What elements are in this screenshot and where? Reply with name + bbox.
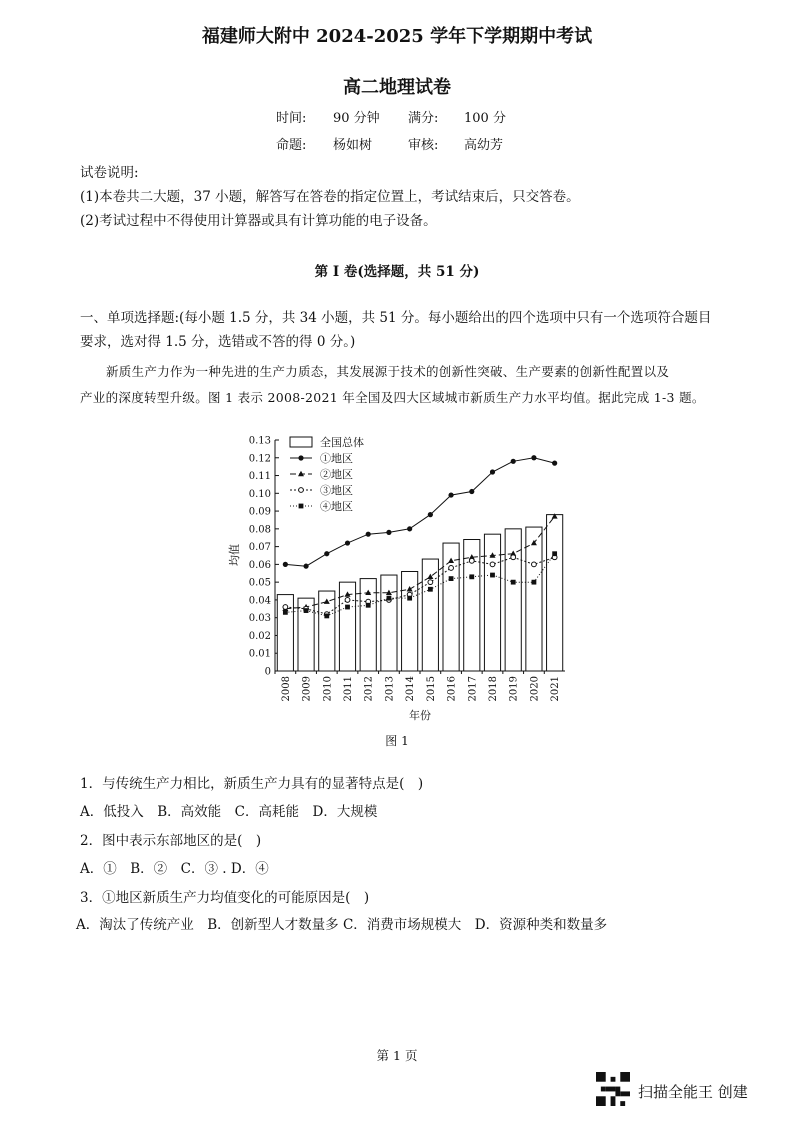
question-3-stem: 3．①地区新质生产力均值变化的可能原因是( ) xyxy=(80,890,370,906)
legend-marker xyxy=(298,455,303,460)
y-tick-label: 0.07 xyxy=(248,542,271,554)
passage-line: 产业的深度转型升级。图 1 表示 2008-2021 年全国及四大区域城市新质生产力水平均值。据此完成 1-3 题。 xyxy=(80,390,705,405)
legend-label: ①地区 xyxy=(320,452,353,465)
question-2-options: A．① B．② C．③ . D．④ xyxy=(80,861,269,877)
legend-label: ②地区 xyxy=(320,468,353,481)
series-3-point-2020 xyxy=(532,562,537,567)
time-value: 90 分钟 xyxy=(333,111,380,126)
series-4-point-2008 xyxy=(283,610,288,615)
series-3-point-2018 xyxy=(490,562,495,567)
series-4-point-2018 xyxy=(490,573,495,578)
author-value: 杨如树 xyxy=(333,138,373,153)
series-4-point-2015 xyxy=(428,587,433,592)
instructions-heading: 试卷说明: xyxy=(80,165,139,181)
x-tick-label: 2015 xyxy=(425,676,437,702)
legend-label: ④地区 xyxy=(320,500,353,513)
section-instruction: 一、单项选择题:(每小题 1.5 分，共 34 小题，共 51 分。每小题给出的四个选项中只有一个选项符合题目 xyxy=(80,310,712,326)
qr-code-icon xyxy=(596,1072,630,1106)
series-1-point-2010 xyxy=(324,551,329,556)
series-1-point-2014 xyxy=(407,526,412,531)
series-4-point-2011 xyxy=(345,605,350,610)
question-2-stem: 2．图中表示东部地区的是( ) xyxy=(80,833,262,849)
bar-2020 xyxy=(526,527,542,671)
x-tick-label: 2011 xyxy=(343,676,354,702)
x-tick-label: 2017 xyxy=(467,676,479,702)
bar-2021 xyxy=(547,515,563,671)
legend-label: 全国总体 xyxy=(320,436,364,449)
score-value: 100 分 xyxy=(464,111,506,126)
y-tick-label: 0.05 xyxy=(248,577,271,589)
series-1-point-2015 xyxy=(428,512,433,517)
y-tick-label: 0.03 xyxy=(248,613,271,625)
reviewer-label: 审核: xyxy=(408,138,439,153)
x-tick-label: 2021 xyxy=(550,676,562,702)
bar-2013 xyxy=(381,575,397,671)
instruction-item: (2)考试过程中不得使用计算器或具有计算功能的电子设备。 xyxy=(80,213,437,229)
page-number: 第 1 页 xyxy=(376,1048,418,1063)
series-1-point-2008 xyxy=(283,562,288,567)
series-4-point-2013 xyxy=(387,596,392,601)
section-instruction-cont: 要求，选对得 1.5 分，选错或不答的得 0 分。) xyxy=(80,334,356,350)
scanner-watermark: 扫描全能王 创建 xyxy=(638,1083,748,1101)
time-label: 时间: xyxy=(276,111,307,126)
y-tick-label: 0.13 xyxy=(248,435,271,447)
x-tick-label: 2016 xyxy=(446,676,458,702)
reviewer-value: 高幼芳 xyxy=(464,138,504,153)
y-tick-label: 0.04 xyxy=(248,595,271,607)
series-3-point-2017 xyxy=(469,558,474,563)
x-tick-label: 2008 xyxy=(280,676,292,702)
series-3-point-2019 xyxy=(511,555,516,560)
series-4-point-2010 xyxy=(324,614,329,619)
y-tick-label: 0.08 xyxy=(248,524,271,536)
x-tick-label: 2013 xyxy=(384,676,396,702)
y-tick-label: 0 xyxy=(264,666,271,678)
series-4-point-2021 xyxy=(552,551,557,556)
x-tick-label: 2014 xyxy=(405,676,417,702)
series-1-point-2018 xyxy=(490,469,495,474)
y-tick-label: 0.09 xyxy=(248,506,271,518)
y-tick-label: 0.11 xyxy=(248,471,271,483)
series-1-point-2019 xyxy=(511,459,516,464)
x-tick-label: 2019 xyxy=(508,676,520,702)
series-3-point-2016 xyxy=(449,566,454,571)
legend-label: ③地区 xyxy=(320,484,353,497)
legend-marker xyxy=(299,488,304,493)
exam-subtitle: 高二地理试卷 xyxy=(343,77,451,98)
x-tick-label: 2010 xyxy=(322,676,334,702)
series-1-point-2021 xyxy=(552,461,557,466)
y-tick-label: 0.06 xyxy=(248,559,271,571)
x-tick-label: 2012 xyxy=(363,676,375,702)
series-4-point-2012 xyxy=(366,603,371,608)
x-axis-label: 年份 xyxy=(409,709,431,722)
series-1-point-2013 xyxy=(386,530,391,535)
legend-bar-swatch xyxy=(290,437,312,447)
question-1-options: A．低投入 B．高效能 C．高耗能 D．大规模 xyxy=(80,804,378,820)
exam-title: 福建师大附中 2024-2025 学年下学期期中考试 xyxy=(201,26,593,47)
figure-caption: 图 1 xyxy=(385,734,409,748)
question-1-stem: 1．与传统生产力相比，新质生产力具有的显著特点是( ) xyxy=(80,776,424,792)
x-tick-label: 2009 xyxy=(301,676,313,702)
y-axis-label: 均值 xyxy=(228,544,241,566)
author-label: 命题: xyxy=(276,138,307,153)
score-label: 满分: xyxy=(408,111,439,126)
series-1-point-2009 xyxy=(303,564,308,569)
series-3-point-2015 xyxy=(428,580,433,585)
y-tick-label: 0.12 xyxy=(248,453,271,465)
instruction-item: (1)本卷共二大题，37 小题，解答写在答卷的指定位置上，考试结束后，只交答卷。 xyxy=(80,189,580,205)
series-4-point-2020 xyxy=(532,580,537,585)
figure-1-chart xyxy=(220,430,580,730)
series-1-point-2017 xyxy=(469,489,474,494)
series-1-point-2012 xyxy=(366,532,371,537)
passage-line: 新质生产力作为一种先进的生产力质态，其发展源于技术的创新性突破、生产要素的创新性配置以及 xyxy=(106,364,670,379)
bar-2019 xyxy=(505,529,521,671)
y-tick-label: 0.01 xyxy=(248,648,271,660)
series-4-point-2016 xyxy=(449,576,454,581)
series-4-point-2009 xyxy=(304,608,309,613)
y-tick-label: 0.02 xyxy=(248,630,271,642)
series-4-point-2014 xyxy=(407,596,412,601)
series-1-point-2016 xyxy=(448,492,453,497)
x-tick-label: 2018 xyxy=(488,676,499,702)
series-4-point-2017 xyxy=(469,574,474,579)
question-3-options: A．淘汰了传统产业 B．创新型人才数量多 C．消费市场规模大 D．资源种类和数量多 xyxy=(76,917,608,933)
section-title: 第 I 卷(选择题，共 51 分) xyxy=(314,264,480,280)
series-1-point-2011 xyxy=(345,540,350,545)
series-3-point-2011 xyxy=(345,598,350,603)
legend-marker xyxy=(299,504,304,509)
series-3-point-2008 xyxy=(283,605,288,610)
series-4-point-2019 xyxy=(511,580,516,585)
series-1-point-2020 xyxy=(531,455,536,460)
y-tick-label: 0.10 xyxy=(248,488,271,500)
x-tick-label: 2020 xyxy=(529,676,541,702)
